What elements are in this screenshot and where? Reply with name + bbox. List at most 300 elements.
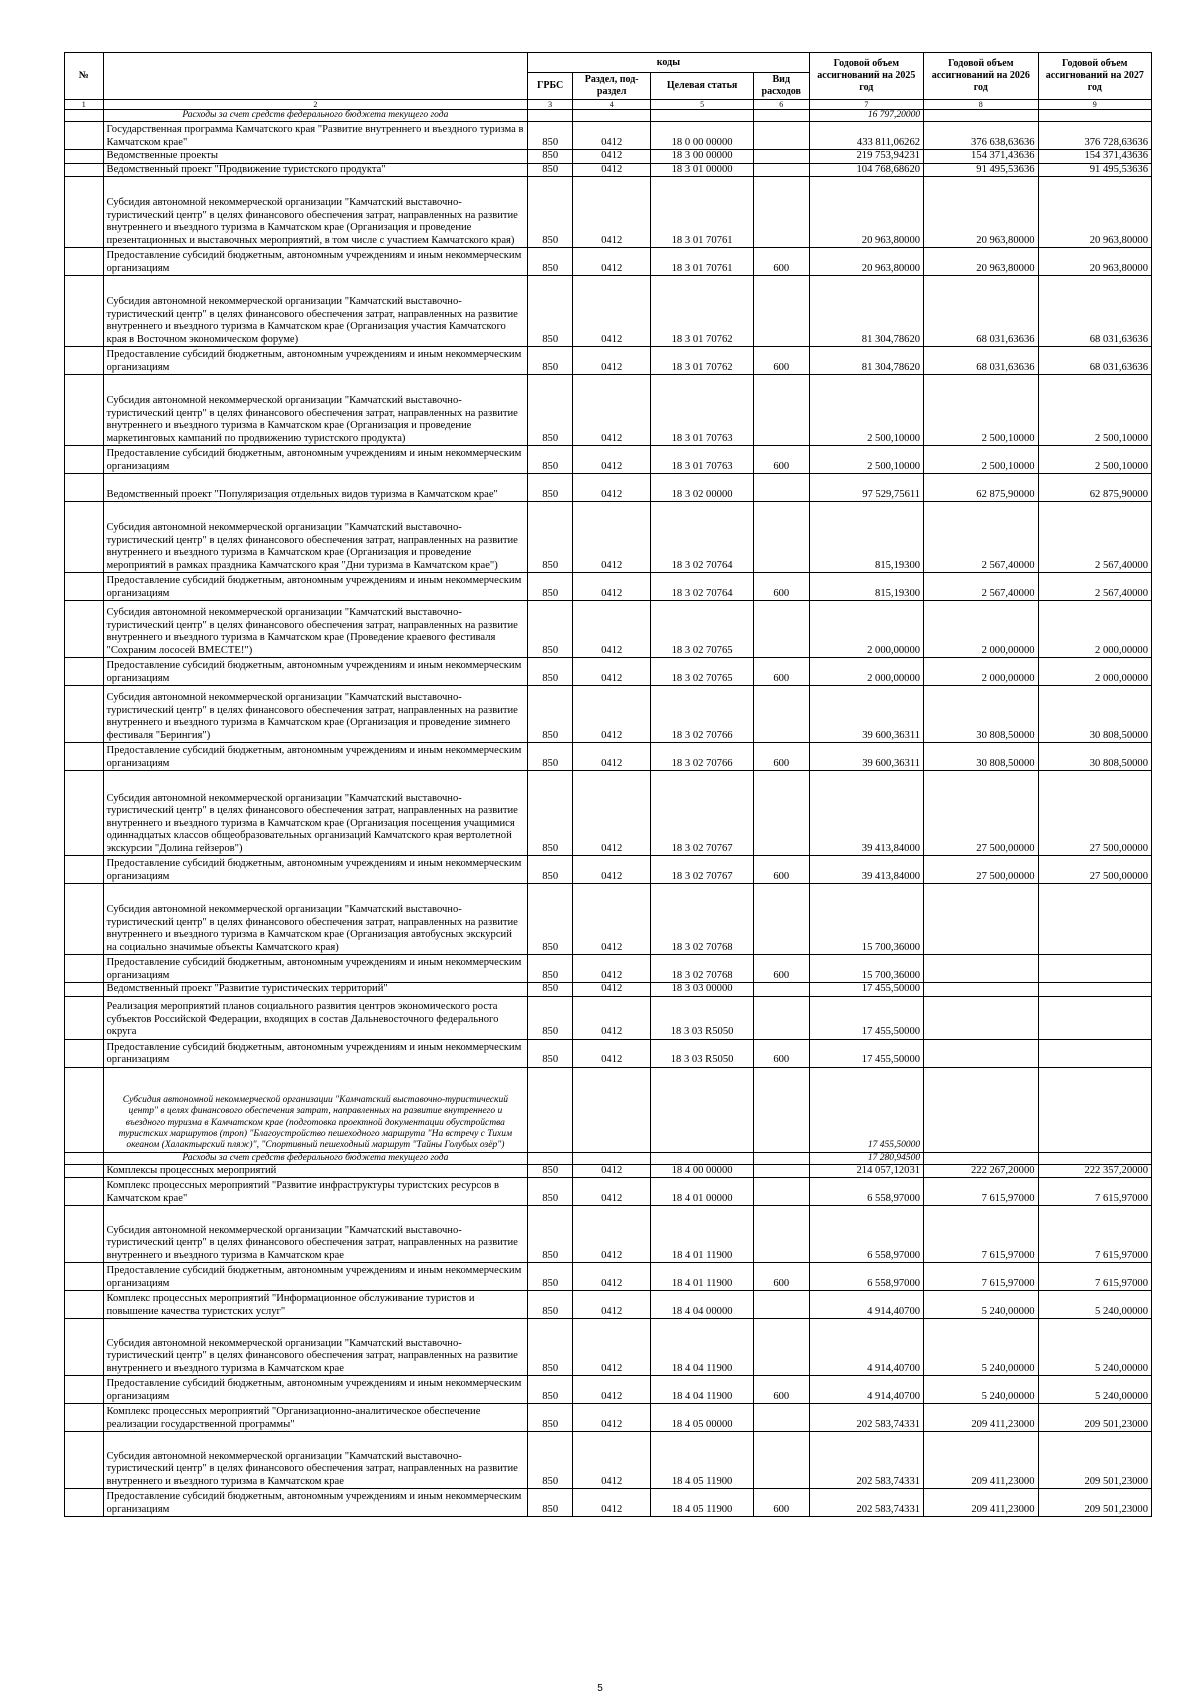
amount-2025-cell: 815,19300	[809, 573, 923, 601]
target-article-cell: 18 3 02 70765	[651, 601, 754, 658]
grbs-cell	[528, 110, 573, 122]
target-article-cell: 18 3 00 00000	[651, 150, 754, 163]
grbs-cell: 850	[528, 658, 573, 686]
row-name-cell: Ведомственные проекты	[103, 150, 528, 163]
grbs-cell: 850	[528, 122, 573, 150]
row-number-cell	[65, 884, 104, 955]
row-number-cell	[65, 771, 104, 856]
amount-2026-cell: 7 615,97000	[924, 1178, 1038, 1206]
target-article-cell: 18 3 03 R5050	[651, 1039, 754, 1067]
grbs-cell: 850	[528, 601, 573, 658]
expense-type-cell	[753, 1291, 809, 1319]
amount-2027-cell	[1038, 1067, 1151, 1152]
expense-type-cell: 600	[753, 1263, 809, 1291]
amount-2027-cell	[1038, 884, 1151, 955]
amount-2027-cell: 68 031,63636	[1038, 276, 1151, 347]
target-article-cell: 18 3 02 70767	[651, 771, 754, 856]
target-article-cell: 18 3 03 00000	[651, 983, 754, 996]
grbs-cell: 850	[528, 276, 573, 347]
column-number: 7	[809, 100, 923, 110]
grbs-cell: 850	[528, 996, 573, 1039]
row-number-cell	[65, 446, 104, 474]
grbs-cell: 850	[528, 502, 573, 573]
row-name-cell: Предоставление субсидий бюджетным, автономным учреждениям и иным некоммерческим организациям	[103, 1263, 528, 1291]
amount-2027-cell: 209 501,23000	[1038, 1489, 1151, 1517]
expense-type-cell	[753, 110, 809, 122]
razdel-cell: 0412	[573, 856, 651, 884]
amount-2025-cell: 2 000,00000	[809, 658, 923, 686]
table-row	[65, 1291, 1152, 1319]
column-number: 5	[651, 100, 754, 110]
target-article-cell	[651, 110, 754, 122]
expense-type-cell	[753, 1432, 809, 1489]
target-article-cell: 18 3 02 70766	[651, 743, 754, 771]
amount-2025-cell: 39 413,84000	[809, 771, 923, 856]
row-number-cell	[65, 1263, 104, 1291]
row-name-cell: Субсидия автономной некоммерческой организации "Камчатский выставочно-туристический центр" в целях финансового обеспечения затрат, направленных на развитие внутреннего и въездного туризма в Камчатском крае	[103, 1432, 528, 1489]
amount-2027-cell: 7 615,97000	[1038, 1206, 1151, 1263]
grbs-cell: 850	[528, 1291, 573, 1319]
table-row	[65, 150, 1152, 163]
row-number-cell	[65, 502, 104, 573]
table-row	[65, 1206, 1152, 1263]
row-name-cell: Субсидия автономной некоммерческой организации "Камчатский выставочно-туристический центр" в целях финансового обеспечения затрат, направленных на развитие внутреннего и въездного туризма в Камчатском крае	[103, 1206, 528, 1263]
target-article-cell: 18 3 02 70768	[651, 955, 754, 983]
amount-2027-cell	[1038, 1152, 1151, 1164]
razdel-cell: 0412	[573, 1206, 651, 1263]
target-article-cell: 18 3 01 70763	[651, 375, 754, 446]
table-row	[65, 743, 1152, 771]
amount-2027-cell: 2 567,40000	[1038, 502, 1151, 573]
amount-2027-cell: 30 808,50000	[1038, 686, 1151, 743]
grbs-cell: 850	[528, 1206, 573, 1263]
amount-2027-cell: 209 501,23000	[1038, 1432, 1151, 1489]
row-name-cell: Субсидия автономной некоммерческой организации "Камчатский выставочно-туристический центр" в целях финансового обеспечения затрат, направленных на развитие внутреннего и въездного туризма в Камчатском крае (Организация и проведение зимнего фестиваля "Берингия")	[103, 686, 528, 743]
amount-2026-cell: 2 500,10000	[924, 446, 1038, 474]
row-name-cell: Предоставление субсидий бюджетным, автономным учреждениям и иным некоммерческим организациям	[103, 1039, 528, 1067]
row-name-cell: Субсидия автономной некоммерческой организации "Камчатский выставочно-туристический центр" в целях финансового обеспечения затрат, направленных на развитие внутреннего и въездного туризма в Камчатском крае (Организация и проведение презентационных и выставочных мероприятий, в том числе с участием Камчатского края)	[103, 177, 528, 248]
amount-2025-cell: 202 583,74331	[809, 1404, 923, 1432]
row-number-cell	[65, 983, 104, 996]
amount-2026-cell	[924, 955, 1038, 983]
razdel-cell: 0412	[573, 177, 651, 248]
amount-2027-cell: 2 500,10000	[1038, 375, 1151, 446]
amount-2027-cell: 20 963,80000	[1038, 248, 1151, 276]
expense-type-cell	[753, 375, 809, 446]
grbs-cell: 850	[528, 163, 573, 176]
row-name-cell: Предоставление субсидий бюджетным, автономным учреждениям и иным некоммерческим организациям	[103, 1376, 528, 1404]
table-row	[65, 163, 1152, 176]
target-article-cell: 18 0 00 00000	[651, 122, 754, 150]
amount-2027-cell: 7 615,97000	[1038, 1178, 1151, 1206]
header-2027: Годовой объем ассигнований на 2027 год	[1038, 53, 1151, 100]
amount-2026-cell	[924, 996, 1038, 1039]
amount-2026-cell	[924, 1067, 1038, 1152]
budget-table	[64, 52, 1152, 1517]
row-name-cell: Ведомственный проект "Развитие туристических территорий"	[103, 983, 528, 996]
expense-type-cell	[753, 276, 809, 347]
target-article-cell: 18 3 01 00000	[651, 163, 754, 176]
amount-2027-cell: 209 501,23000	[1038, 1404, 1151, 1432]
razdel-cell: 0412	[573, 1178, 651, 1206]
expense-type-cell: 600	[753, 573, 809, 601]
target-article-cell: 18 4 00 00000	[651, 1164, 754, 1177]
row-number-cell	[65, 1067, 104, 1152]
razdel-cell: 0412	[573, 996, 651, 1039]
grbs-cell: 850	[528, 686, 573, 743]
header-number: №	[65, 53, 104, 100]
amount-2025-cell: 4 914,40700	[809, 1376, 923, 1404]
expense-type-cell	[753, 1067, 809, 1152]
expense-type-cell	[753, 1178, 809, 1206]
amount-2025-cell: 4 914,40700	[809, 1319, 923, 1376]
row-number-cell	[65, 347, 104, 375]
table-row	[65, 248, 1152, 276]
header-2026: Годовой объем ассигнований на 2026 год	[924, 53, 1038, 100]
target-article-cell: 18 3 01 70761	[651, 177, 754, 248]
amount-2025-cell: 6 558,97000	[809, 1206, 923, 1263]
column-number-row	[65, 100, 1152, 110]
razdel-cell: 0412	[573, 276, 651, 347]
table-row	[65, 177, 1152, 248]
table-row	[65, 1489, 1152, 1517]
amount-2027-cell: 5 240,00000	[1038, 1376, 1151, 1404]
grbs-cell: 850	[528, 1404, 573, 1432]
razdel-cell: 0412	[573, 248, 651, 276]
razdel-cell: 0412	[573, 658, 651, 686]
row-name-cell: Субсидия автономной некоммерческой организации "Камчатский выставочно-туристический центр" в целях финансового обеспечения затрат, направленных на развитие внутреннего и въездного туризма в Камчатском крае (подготовка проектной документации обустройства туристских маршрутов (троп) "Благоустройство пешеходного маршрута "На встречу с Тихим океаном (Халактырский пляж)", "Спортивный пешеходный маршрут "Тайны Голубых озёр")	[103, 1067, 528, 1152]
grbs-cell: 850	[528, 375, 573, 446]
amount-2026-cell: 62 875,90000	[924, 474, 1038, 502]
expense-type-cell: 600	[753, 446, 809, 474]
table-row	[65, 1319, 1152, 1376]
row-number-cell	[65, 248, 104, 276]
razdel-cell	[573, 1152, 651, 1164]
header-name	[103, 53, 528, 100]
header-vid: Вид расходов	[753, 73, 809, 100]
amount-2025-cell: 17 455,50000	[809, 996, 923, 1039]
amount-2027-cell	[1038, 996, 1151, 1039]
row-number-cell	[65, 1164, 104, 1177]
row-number-cell	[65, 1404, 104, 1432]
table-row	[65, 955, 1152, 983]
table-row	[65, 884, 1152, 955]
grbs-cell: 850	[528, 955, 573, 983]
amount-2026-cell: 27 500,00000	[924, 771, 1038, 856]
expense-type-cell	[753, 983, 809, 996]
amount-2026-cell: 7 615,97000	[924, 1206, 1038, 1263]
expense-type-cell	[753, 1152, 809, 1164]
amount-2027-cell: 5 240,00000	[1038, 1319, 1151, 1376]
amount-2026-cell: 2 500,10000	[924, 375, 1038, 446]
expense-type-cell: 600	[753, 1489, 809, 1517]
amount-2025-cell: 17 455,50000	[809, 1039, 923, 1067]
amount-2025-cell: 433 811,06262	[809, 122, 923, 150]
amount-2025-cell: 17 455,50000	[809, 983, 923, 996]
row-number-cell	[65, 856, 104, 884]
amount-2025-cell: 81 304,78620	[809, 276, 923, 347]
row-number-cell	[65, 1489, 104, 1517]
amount-2025-cell: 97 529,75611	[809, 474, 923, 502]
row-number-cell	[65, 573, 104, 601]
razdel-cell: 0412	[573, 884, 651, 955]
grbs-cell: 850	[528, 856, 573, 884]
grbs-cell: 850	[528, 177, 573, 248]
column-number: 9	[1038, 100, 1151, 110]
amount-2025-cell: 6 558,97000	[809, 1178, 923, 1206]
amount-2026-cell: 30 808,50000	[924, 686, 1038, 743]
row-name-cell: Субсидия автономной некоммерческой организации "Камчатский выставочно-туристический центр" в целях финансового обеспечения затрат, направленных на развитие внутреннего и въездного туризма в Камчатском крае (Организация участия Камчатского края в Восточном экономическом форуме)	[103, 276, 528, 347]
table-row	[65, 686, 1152, 743]
expense-type-cell	[753, 1404, 809, 1432]
row-name-cell: Расходы за счет средств федерального бюджета текущего года	[103, 110, 528, 122]
row-number-cell	[65, 1376, 104, 1404]
razdel-cell: 0412	[573, 743, 651, 771]
target-article-cell: 18 4 05 11900	[651, 1489, 754, 1517]
row-number-cell	[65, 1319, 104, 1376]
target-article-cell: 18 3 01 70763	[651, 446, 754, 474]
table-row	[65, 1432, 1152, 1489]
amount-2027-cell: 376 728,63636	[1038, 122, 1151, 150]
header-razdel: Раздел, под-раздел	[573, 73, 651, 100]
amount-2027-cell	[1038, 110, 1151, 122]
row-name-cell: Предоставление субсидий бюджетным, автономным учреждениям и иным некоммерческим организациям	[103, 1489, 528, 1517]
amount-2026-cell: 5 240,00000	[924, 1291, 1038, 1319]
expense-type-cell: 600	[753, 658, 809, 686]
razdel-cell: 0412	[573, 1432, 651, 1489]
razdel-cell: 0412	[573, 771, 651, 856]
header-celevaya: Целевая статья	[651, 73, 754, 100]
expense-type-cell	[753, 601, 809, 658]
row-name-cell: Субсидия автономной некоммерческой организации "Камчатский выставочно-туристический центр" в целях финансового обеспечения затрат, направленных на развитие внутреннего и въездного туризма в Камчатском крае (Организация автобусных экскурсий на социально значимые объекты Камчатского края)	[103, 884, 528, 955]
column-number: 8	[924, 100, 1038, 110]
grbs-cell: 850	[528, 1489, 573, 1517]
expense-type-cell	[753, 177, 809, 248]
table-row	[65, 771, 1152, 856]
row-name-cell: Государственная программа Камчатского края "Развитие внутреннего и въездного туризма в Камчатском крае"	[103, 122, 528, 150]
row-name-cell: Предоставление субсидий бюджетным, автономным учреждениям и иным некоммерческим организациям	[103, 856, 528, 884]
grbs-cell: 850	[528, 1376, 573, 1404]
target-article-cell: 18 3 01 70762	[651, 276, 754, 347]
row-name-cell: Субсидия автономной некоммерческой организации "Камчатский выставочно-туристический центр" в целях финансового обеспечения затрат, направленных на развитие внутреннего и въездного туризма в Камчатском крае (Организация и проведение мероприятий в рамках праздника Камчатского края "Дни туризма в Камчатском крае")	[103, 502, 528, 573]
table-row	[65, 658, 1152, 686]
amount-2026-cell: 5 240,00000	[924, 1319, 1038, 1376]
razdel-cell: 0412	[573, 1164, 651, 1177]
razdel-cell: 0412	[573, 1376, 651, 1404]
target-article-cell: 18 4 01 00000	[651, 1178, 754, 1206]
amount-2026-cell: 154 371,43636	[924, 150, 1038, 163]
table-row	[65, 856, 1152, 884]
target-article-cell: 18 3 02 70768	[651, 884, 754, 955]
row-name-cell: Предоставление субсидий бюджетным, автономным учреждениям и иным некоммерческим организациям	[103, 658, 528, 686]
razdel-cell: 0412	[573, 1039, 651, 1067]
razdel-cell: 0412	[573, 573, 651, 601]
column-number: 1	[65, 100, 104, 110]
grbs-cell: 850	[528, 573, 573, 601]
table-row	[65, 276, 1152, 347]
table-row	[65, 474, 1152, 502]
grbs-cell: 850	[528, 248, 573, 276]
amount-2026-cell: 5 240,00000	[924, 1376, 1038, 1404]
row-number-cell	[65, 1432, 104, 1489]
razdel-cell: 0412	[573, 955, 651, 983]
target-article-cell: 18 3 02 00000	[651, 474, 754, 502]
amount-2025-cell: 17 280,94500	[809, 1152, 923, 1164]
row-number-cell	[65, 686, 104, 743]
target-article-cell: 18 4 04 00000	[651, 1291, 754, 1319]
amount-2027-cell: 2 000,00000	[1038, 601, 1151, 658]
row-number-cell	[65, 743, 104, 771]
table-row	[65, 1152, 1152, 1164]
target-article-cell: 18 3 02 70765	[651, 658, 754, 686]
amount-2025-cell: 6 558,97000	[809, 1263, 923, 1291]
amount-2027-cell: 5 240,00000	[1038, 1291, 1151, 1319]
table-row	[65, 502, 1152, 573]
razdel-cell: 0412	[573, 686, 651, 743]
amount-2025-cell: 16 797,20000	[809, 110, 923, 122]
grbs-cell: 850	[528, 884, 573, 955]
amount-2026-cell: 376 638,63636	[924, 122, 1038, 150]
amount-2026-cell: 209 411,23000	[924, 1489, 1038, 1517]
expense-type-cell	[753, 502, 809, 573]
row-number-cell	[65, 1178, 104, 1206]
header-codes: коды	[528, 53, 809, 73]
grbs-cell: 850	[528, 150, 573, 163]
target-article-cell: 18 4 04 11900	[651, 1319, 754, 1376]
amount-2026-cell: 30 808,50000	[924, 743, 1038, 771]
table-row	[65, 110, 1152, 122]
header-2025: Годовой объем ассигнований на 2025 год	[809, 53, 923, 100]
row-number-cell	[65, 122, 104, 150]
amount-2025-cell: 20 963,80000	[809, 248, 923, 276]
target-article-cell: 18 3 02 70764	[651, 502, 754, 573]
amount-2027-cell: 7 615,97000	[1038, 1263, 1151, 1291]
razdel-cell: 0412	[573, 1319, 651, 1376]
amount-2025-cell: 15 700,36000	[809, 884, 923, 955]
column-number: 3	[528, 100, 573, 110]
amount-2027-cell	[1038, 955, 1151, 983]
amount-2027-cell: 62 875,90000	[1038, 474, 1151, 502]
target-article-cell: 18 4 05 00000	[651, 1404, 754, 1432]
expense-type-cell: 600	[753, 1039, 809, 1067]
target-article-cell	[651, 1152, 754, 1164]
razdel-cell	[573, 1067, 651, 1152]
amount-2025-cell: 39 413,84000	[809, 856, 923, 884]
column-number: 6	[753, 100, 809, 110]
amount-2025-cell: 219 753,94231	[809, 150, 923, 163]
row-number-cell	[65, 1291, 104, 1319]
target-article-cell: 18 3 02 70766	[651, 686, 754, 743]
expense-type-cell: 600	[753, 856, 809, 884]
amount-2027-cell: 27 500,00000	[1038, 856, 1151, 884]
amount-2026-cell: 222 267,20000	[924, 1164, 1038, 1177]
grbs-cell: 850	[528, 743, 573, 771]
table-row	[65, 1039, 1152, 1067]
row-number-cell	[65, 1206, 104, 1263]
target-article-cell: 18 4 04 11900	[651, 1376, 754, 1404]
razdel-cell: 0412	[573, 446, 651, 474]
column-number: 4	[573, 100, 651, 110]
row-number-cell	[65, 177, 104, 248]
amount-2025-cell: 39 600,36311	[809, 743, 923, 771]
row-number-cell	[65, 601, 104, 658]
grbs-cell	[528, 1067, 573, 1152]
expense-type-cell	[753, 1319, 809, 1376]
amount-2027-cell	[1038, 983, 1151, 996]
amount-2025-cell: 214 057,12031	[809, 1164, 923, 1177]
amount-2025-cell: 104 768,68620	[809, 163, 923, 176]
row-name-cell: Субсидия автономной некоммерческой организации "Камчатский выставочно-туристический центр" в целях финансового обеспечения затрат, направленных на развитие внутреннего и въездного туризма в Камчатском крае	[103, 1319, 528, 1376]
row-number-cell	[65, 996, 104, 1039]
amount-2025-cell: 815,19300	[809, 502, 923, 573]
row-number-cell	[65, 375, 104, 446]
razdel-cell: 0412	[573, 474, 651, 502]
razdel-cell: 0412	[573, 347, 651, 375]
target-article-cell: 18 4 01 11900	[651, 1263, 754, 1291]
table-row	[65, 1067, 1152, 1152]
amount-2027-cell: 2 000,00000	[1038, 658, 1151, 686]
row-name-cell: Расходы за счет средств федерального бюджета текущего года	[103, 1152, 528, 1164]
amount-2025-cell: 2 500,10000	[809, 375, 923, 446]
row-name-cell: Субсидия автономной некоммерческой организации "Камчатский выставочно-туристический центр" в целях финансового обеспечения затрат, направленных на развитие внутреннего и въездного туризма в Камчатском крае (Проведение краевого фестиваля "Сохраним лососей ВМЕСТЕ!")	[103, 601, 528, 658]
row-name-cell: Предоставление субсидий бюджетным, автономным учреждениям и иным некоммерческим организациям	[103, 446, 528, 474]
row-name-cell: Ведомственный проект "Продвижение туристского продукта"	[103, 163, 528, 176]
expense-type-cell	[753, 996, 809, 1039]
grbs-cell: 850	[528, 1432, 573, 1489]
expense-type-cell	[753, 771, 809, 856]
expense-type-cell: 600	[753, 955, 809, 983]
budget-document	[64, 52, 1152, 1517]
table-row	[65, 996, 1152, 1039]
grbs-cell: 850	[528, 983, 573, 996]
razdel-cell: 0412	[573, 1404, 651, 1432]
table-row	[65, 1404, 1152, 1432]
amount-2027-cell: 30 808,50000	[1038, 743, 1151, 771]
amount-2026-cell: 68 031,63636	[924, 347, 1038, 375]
grbs-cell: 850	[528, 347, 573, 375]
header-grbs: ГРБС	[528, 73, 573, 100]
amount-2027-cell	[1038, 1039, 1151, 1067]
amount-2026-cell: 68 031,63636	[924, 276, 1038, 347]
grbs-cell: 850	[528, 1164, 573, 1177]
row-name-cell: Субсидия автономной некоммерческой организации "Камчатский выставочно-туристический центр" в целях финансового обеспечения затрат, направленных на развитие внутреннего и въездного туризма в Камчатском крае (Организация посещения учащимися одиннадцатых классов общеобразовательных организаций Камчатского края вертолетной экскурсии "Долина гейзеров")	[103, 771, 528, 856]
amount-2025-cell: 17 455,50000	[809, 1067, 923, 1152]
row-number-cell	[65, 658, 104, 686]
row-name-cell: Комплекс процессных мероприятий "Организационно-аналитическое обеспечение реализации государственной программы"	[103, 1404, 528, 1432]
row-name-cell: Предоставление субсидий бюджетным, автономным учреждениям и иным некоммерческим организациям	[103, 248, 528, 276]
table-row	[65, 1178, 1152, 1206]
razdel-cell: 0412	[573, 1263, 651, 1291]
amount-2026-cell: 2 567,40000	[924, 573, 1038, 601]
target-article-cell: 18 4 05 11900	[651, 1432, 754, 1489]
target-article-cell: 18 3 01 70762	[651, 347, 754, 375]
expense-type-cell	[753, 1206, 809, 1263]
amount-2026-cell: 20 963,80000	[924, 248, 1038, 276]
amount-2025-cell: 4 914,40700	[809, 1291, 923, 1319]
page-number: 5	[597, 1683, 603, 1694]
amount-2027-cell: 20 963,80000	[1038, 177, 1151, 248]
grbs-cell: 850	[528, 1039, 573, 1067]
razdel-cell: 0412	[573, 375, 651, 446]
razdel-cell	[573, 110, 651, 122]
column-number: 2	[103, 100, 528, 110]
expense-type-cell	[753, 686, 809, 743]
row-name-cell: Предоставление субсидий бюджетным, автономным учреждениям и иным некоммерческим организациям	[103, 573, 528, 601]
row-name-cell: Субсидия автономной некоммерческой организации "Камчатский выставочно-туристический центр" в целях финансового обеспечения затрат, направленных на развитие внутреннего и въездного туризма в Камчатском крае (Организация и проведение маркетинговых кампаний по продвижению туристского продукта)	[103, 375, 528, 446]
row-name-cell: Предоставление субсидий бюджетным, автономным учреждениям и иным некоммерческим организациям	[103, 743, 528, 771]
amount-2026-cell: 209 411,23000	[924, 1432, 1038, 1489]
row-number-cell	[65, 1039, 104, 1067]
